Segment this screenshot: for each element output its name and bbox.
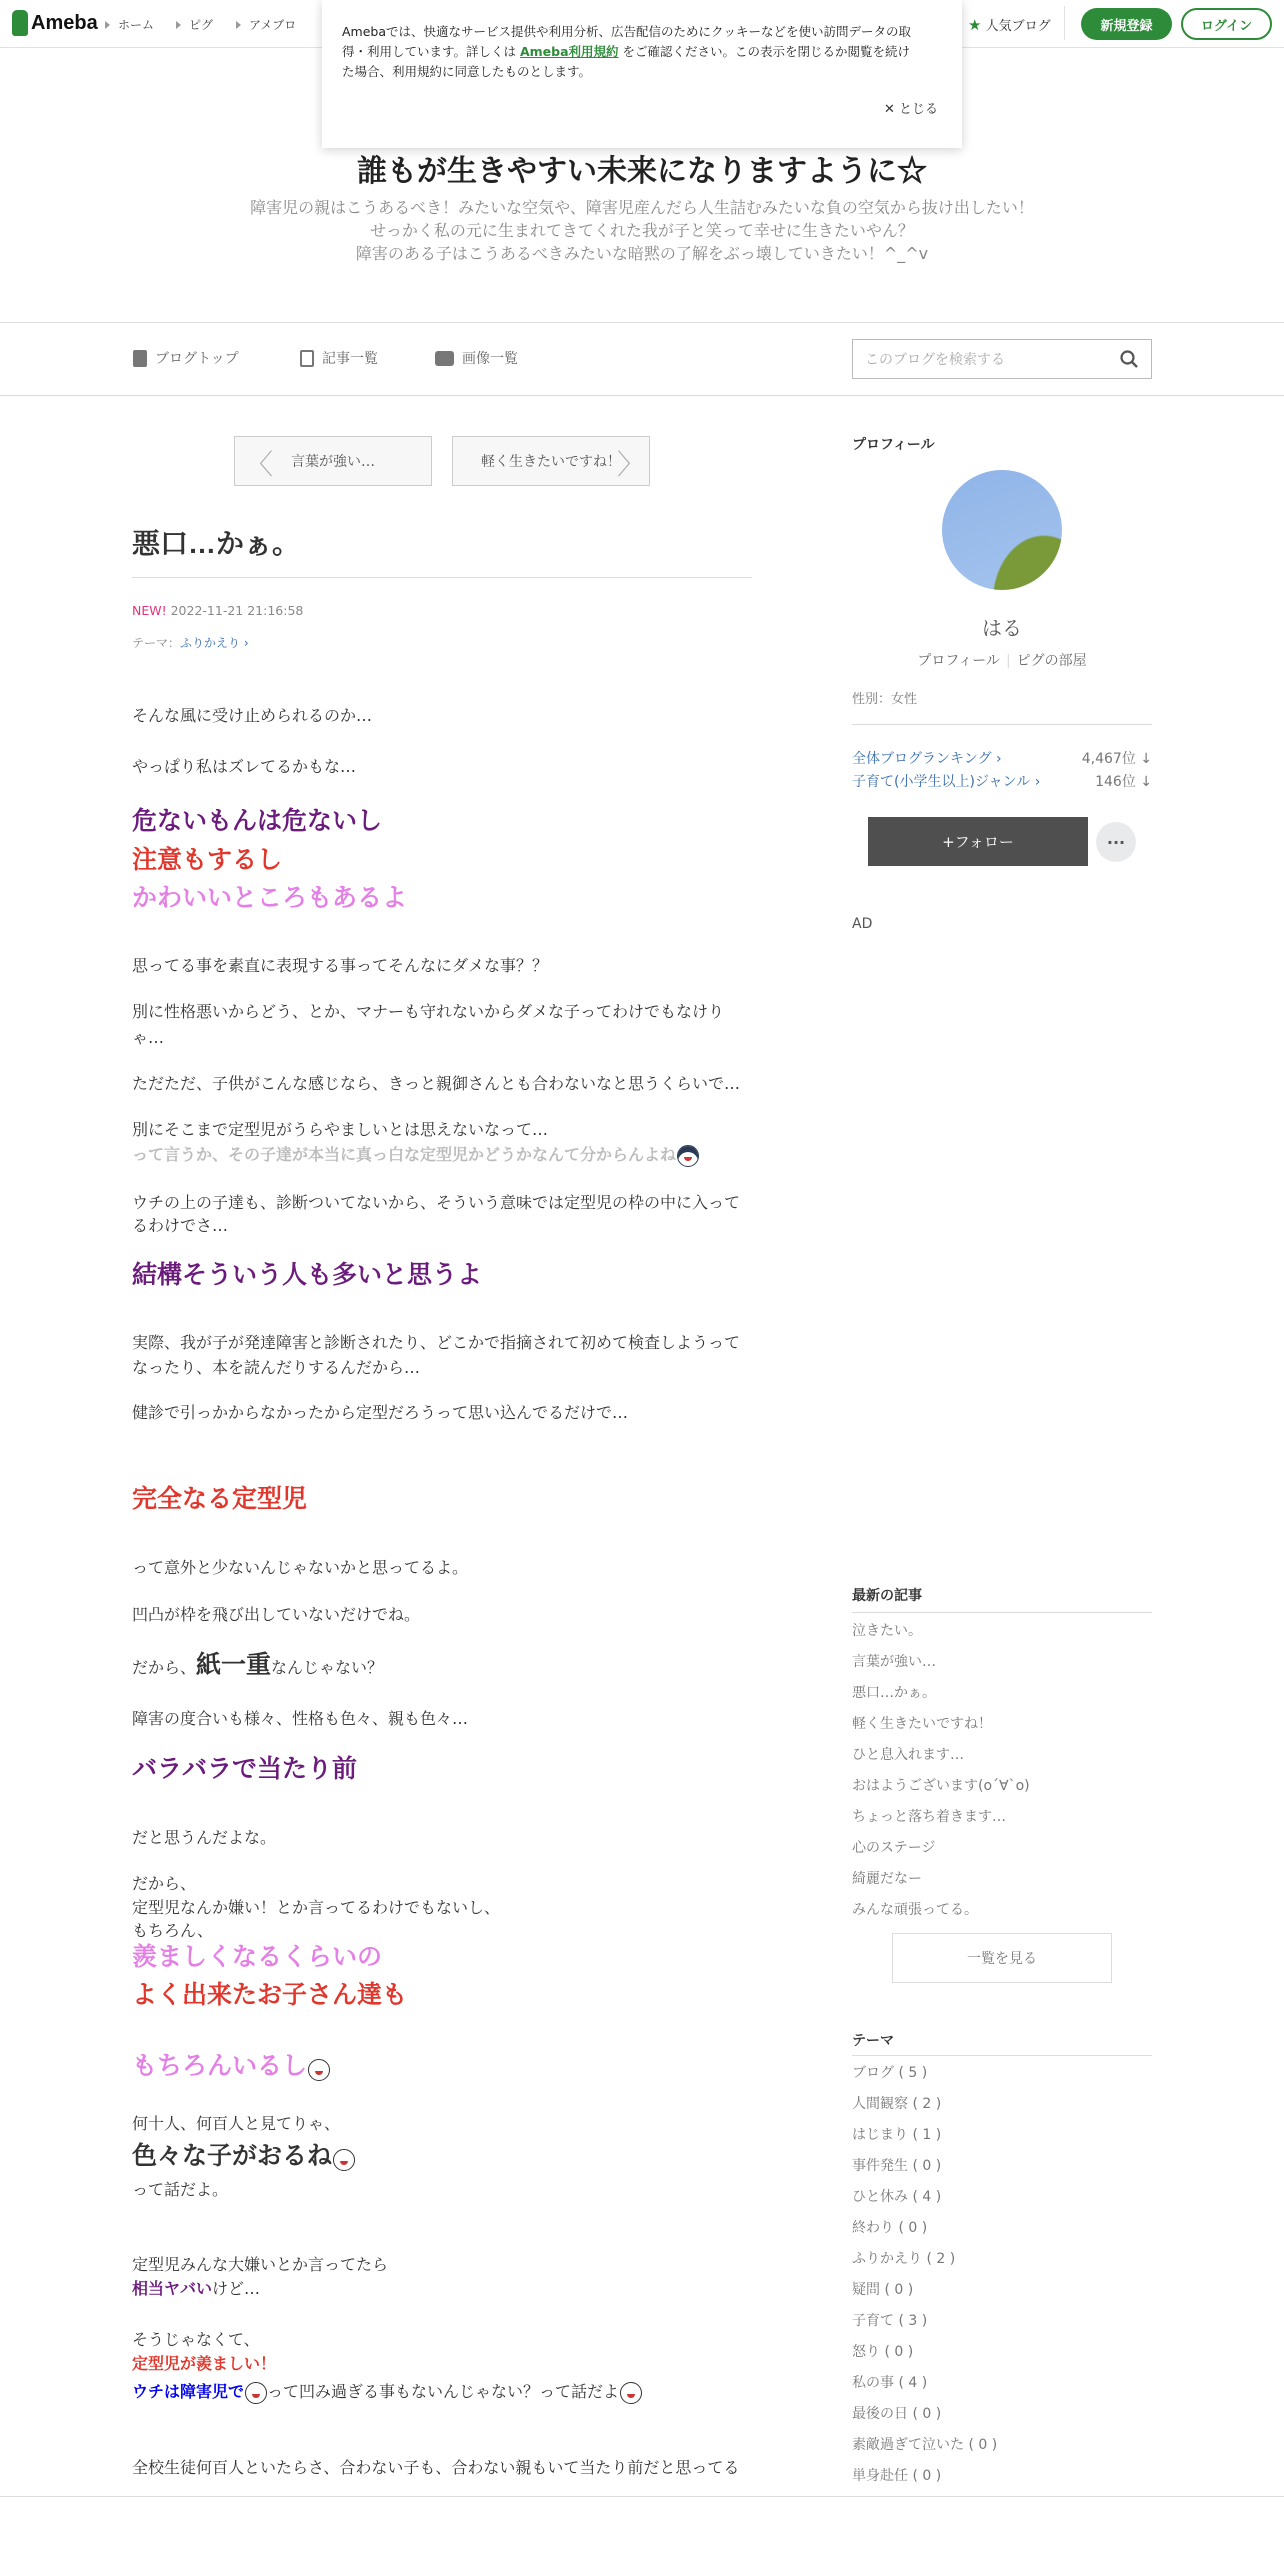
- register-button[interactable]: 新規登録: [1081, 8, 1172, 40]
- body-text: って意外と少ないんじゃないかと思ってるよ。: [132, 1558, 469, 1577]
- body-line: [132, 1027, 762, 1049]
- body-text: 完全なる定型児: [132, 1484, 308, 1513]
- ameba-mascot-icon: [12, 10, 28, 36]
- divider: [852, 1612, 1152, 1613]
- heart-eyes-face-icon: [308, 2059, 330, 2081]
- divider: [132, 577, 752, 578]
- recent-article-link[interactable]: 軽く生きたいですね！: [852, 1716, 992, 1732]
- body-line: [132, 1484, 762, 1514]
- nav-pigg[interactable]: ピグ: [176, 16, 213, 33]
- avatar[interactable]: [942, 470, 1062, 590]
- cookie-notice: Amebaでは、快適なサービス提供や利用分析、広告配信のためにクッキーなどを使い訪問データの取得・利用しています。詳しくは Ameba利用規約 をご確認ください。この表示を閉じるか閲覧を続けた場合、利用規約に同意したものとします。 ✕ とじる: [322, 0, 962, 148]
- ranking-genre-link[interactable]: 子育て(小学生以上)ジャンル ›: [852, 774, 1041, 790]
- cookie-close-button[interactable]: ✕ とじる: [883, 102, 938, 117]
- body-line: [132, 2113, 762, 2135]
- body-line: [132, 1827, 762, 1849]
- theme-link[interactable]: 素敵過ぎて泣いた ( 0 ): [852, 2437, 998, 2453]
- article-date: 2022-11-21 21:16:58: [170, 603, 304, 618]
- body-text: 紙一重: [196, 1650, 272, 1679]
- theme-link[interactable]: 事件発生 ( 0 ): [852, 2158, 942, 2174]
- body-line: [132, 2051, 762, 2081]
- body-line: [132, 2457, 762, 2479]
- theme-link[interactable]: 疑問 ( 0 ): [852, 2282, 914, 2298]
- recent-article-link[interactable]: 綺麗だなー: [852, 1871, 922, 1887]
- body-line: [132, 806, 762, 836]
- body-text: もちろんいるし: [132, 2051, 308, 2080]
- ad-label: AD: [852, 916, 873, 932]
- image-list-link[interactable]: 画像一覧: [435, 348, 518, 368]
- see-all-button[interactable]: 一覧を見る: [892, 1933, 1112, 1983]
- profile-name[interactable]: はる: [982, 616, 1022, 640]
- profile-link[interactable]: プロフィール: [917, 653, 1000, 669]
- theme-link[interactable]: 終わり ( 0 ): [852, 2220, 928, 2236]
- body-line: [132, 1073, 762, 1095]
- bottom-bar: [0, 2496, 1284, 2568]
- body-line: [132, 955, 762, 977]
- divider: [852, 724, 1152, 725]
- body-text: 色々な子がおるね: [132, 2141, 333, 2170]
- nav-ameblo[interactable]: アメブロ: [236, 16, 296, 33]
- body-text: 定型児が羨ましい！: [132, 2354, 277, 2373]
- article-title: 悪口…かぁ。: [132, 528, 301, 559]
- blog-title[interactable]: 誰もが生きやすい未来になりますように☆: [357, 155, 927, 188]
- header-divider: [1064, 6, 1065, 40]
- nav-home[interactable]: ホーム: [105, 16, 154, 33]
- ameba-logo[interactable]: Ameba: [12, 10, 98, 36]
- next-article-button[interactable]: 軽く生きたいですね！ 〉: [452, 436, 650, 486]
- ranking-genre: 子育て(小学生以上)ジャンル › 146位 ↓: [852, 774, 1152, 790]
- body-text: けど…: [212, 2279, 261, 2298]
- crying-girl-icon: [677, 1145, 699, 1167]
- body-text: そんな風に受け止められるのか…: [132, 706, 373, 725]
- theme-link[interactable]: 私の事 ( 4 ): [852, 2375, 928, 2391]
- body-text: 思ってる事を素直に表現する事ってそんなにダメな事？？: [132, 956, 549, 975]
- body-text: 定型児みんな大嫌いとか言ってたら: [132, 2255, 389, 2274]
- theme-link[interactable]: 単身赴任 ( 0 ): [852, 2468, 942, 2484]
- body-line: [132, 1650, 762, 1680]
- body-line: [132, 883, 762, 913]
- recent-article-link[interactable]: ちょっと落ち着きます…: [852, 1809, 1006, 1825]
- theme-link[interactable]: ふりかえり ( 2 ): [852, 2251, 956, 2267]
- body-text: 実際、我が子が発達障害と診断されたり、どこかで指摘されて初めて検査しようって: [132, 1333, 741, 1352]
- body-text: バラバラで当たり前: [132, 1754, 358, 1783]
- body-line: [132, 1897, 762, 1919]
- popular-blog-link[interactable]: ★ 人気ブログ: [968, 16, 1051, 34]
- terms-link[interactable]: Ameba利用規約: [519, 44, 619, 59]
- body-text: ウチは障害児で: [132, 2382, 245, 2401]
- body-text: なんじゃない？: [271, 1658, 384, 1677]
- body-line: [132, 2353, 762, 2375]
- body-line: [132, 2254, 762, 2276]
- body-line: [132, 845, 762, 875]
- body-text: 障害の度合いも様々、性格も色々、親も色々…: [132, 1709, 469, 1728]
- ranking-overall: 全体ブログランキング › 4,467位 ↓: [852, 751, 1152, 767]
- body-text: ウチの上の子達も、診断ついてないから、そういう意味では定型児の枠の中に入って: [132, 1193, 741, 1212]
- body-text: もちろん、: [132, 1921, 213, 1940]
- body-line: [132, 1873, 762, 1895]
- divider: [0, 322, 1284, 323]
- camera-icon: [435, 351, 454, 366]
- theme-link[interactable]: はじまり ( 1 ): [852, 2127, 942, 2143]
- article-theme: テーマ：ふりかえり ›: [132, 636, 249, 650]
- recent-article-link[interactable]: 言葉が強い…: [852, 1654, 936, 1670]
- body-text: って話だよ。: [132, 2180, 229, 2199]
- body-line: [132, 1192, 762, 1214]
- ranking-overall-link[interactable]: 全体ブログランキング ›: [852, 751, 1002, 767]
- body-line: [132, 1980, 762, 2010]
- body-line: [132, 1260, 762, 1290]
- body-line: [132, 756, 762, 778]
- blog-description: 障害児の親はこうあるべき！みたいな空気や、障害児産んだら人生詰むみたいな負の空気から抜け出したい！ せっかく私の元に生まれてきてくれた我が子と笑って幸せに生きたいやん？ 障害のある子はこうあるべきみたいな暗黙の了解をぶっ壊していきたい！^_^v: [250, 198, 1034, 263]
- body-line: [132, 1942, 762, 1972]
- body-line: [132, 2141, 762, 2171]
- body-text: 羨ましくなるくらいの: [132, 1942, 383, 1971]
- body-text: るわけでさ…: [132, 1216, 229, 1235]
- body-text: 結構そういう人も多いと思うよ: [132, 1260, 483, 1289]
- body-line: [132, 1144, 762, 1167]
- body-text: だから、: [132, 1658, 197, 1677]
- body-text: 危ないもんは危ないし: [132, 806, 383, 835]
- body-line: [132, 1708, 762, 1730]
- pigg-room-link[interactable]: ピグの部屋: [1016, 653, 1087, 669]
- body-text: って凹み過ぎる事もないんじゃない？って話だよ: [267, 2382, 620, 2401]
- body-text: ただただ、子供がこんな感じなら、きっと親御さんとも合わないなと思うくらいで…: [132, 1074, 741, 1093]
- body-line: [132, 1604, 762, 1626]
- body-text: やっぱり私はズレてるかもな…: [132, 757, 357, 776]
- body-text: そうじゃなくて、: [132, 2330, 260, 2349]
- body-text: 別に性格悪いからどう、とか、マナーも守れないからダメな子ってわけでもなけり: [132, 1002, 725, 1021]
- body-line: [132, 1920, 762, 1942]
- article-meta: [132, 603, 303, 618]
- recent-article-link[interactable]: おはようございます(o´∀`o): [852, 1778, 1030, 1794]
- body-text: だと思うんだよな。: [132, 1828, 277, 1847]
- body-text: 全校生徒何百人といたらさ、合わない子も、合わない親もいて当たり前だと思ってる: [132, 2458, 740, 2477]
- body-line: [132, 705, 762, 727]
- laughing-face-icon: [333, 2149, 355, 2171]
- document-icon: [133, 350, 147, 367]
- body-text: 定型児なんか嫌い！とか言ってるわけでもないし、: [132, 1898, 501, 1917]
- theme-heading: テーマ: [852, 2032, 894, 2048]
- recent-article-link[interactable]: 悪口…かぁ。: [852, 1685, 936, 1701]
- body-line: [132, 1119, 762, 1141]
- chevron-right-icon[interactable]: ›: [240, 636, 249, 650]
- chevron-right-icon: 〉: [616, 448, 645, 481]
- theme-link[interactable]: 人間観察 ( 2 ): [852, 2096, 942, 2112]
- gender: 性別：女性: [852, 692, 918, 707]
- recent-article-link[interactable]: ひと息入れます…: [852, 1747, 964, 1763]
- body-line: [132, 1557, 762, 1579]
- body-text: 凹凸が枠を飛び出していないだけでね。: [132, 1605, 421, 1624]
- theme-link[interactable]: ブログ ( 5 ): [852, 2065, 928, 2081]
- divider: [852, 2055, 1152, 2056]
- prev-article-button[interactable]: 〈 言葉が強い…: [234, 436, 432, 486]
- body-text: 注意もするし: [132, 845, 283, 874]
- body-line: [132, 1357, 762, 1379]
- chevron-left-icon: 〈: [245, 448, 274, 481]
- body-text: かわいいところもあるよ: [132, 883, 408, 912]
- sad-face-icon: [245, 2382, 267, 2404]
- body-line: [132, 1402, 762, 1424]
- blog-top-link[interactable]: ブログトップ: [133, 348, 239, 368]
- search-icon[interactable]: [1119, 349, 1139, 369]
- recent-article-link[interactable]: 心のステージ: [852, 1840, 936, 1856]
- follow-button[interactable]: +フォロー: [868, 817, 1088, 866]
- profile-links: プロフィール | ピグの部屋: [917, 653, 1087, 669]
- theme-link[interactable]: ひと休み ( 4 ): [852, 2189, 942, 2205]
- body-line: [132, 2329, 762, 2351]
- body-text: 別にそこまで定型児がうらやましいとは思えないなって…: [132, 1120, 549, 1139]
- more-options-button[interactable]: ···: [1096, 822, 1136, 862]
- body-text: ゃ…: [132, 1028, 165, 1047]
- body-line: [132, 1215, 762, 1237]
- body-line: [132, 1754, 762, 1784]
- theme-link[interactable]: 怒り ( 0 ): [852, 2344, 914, 2360]
- login-button[interactable]: ログイン: [1181, 8, 1272, 40]
- body-text: よく出来たお子さん達も: [132, 1980, 408, 2009]
- profile-heading: プロフィール: [852, 436, 935, 452]
- body-line: [132, 1332, 762, 1354]
- body-text: 健診で引っかからなかったから定型だろうって思い込んでるだけで…: [132, 1403, 629, 1422]
- recent-article-link[interactable]: みんな頑張ってる。: [852, 1902, 978, 1918]
- recent-heading: 最新の記事: [852, 1587, 922, 1603]
- theme-link[interactable]: ふりかえり: [180, 636, 241, 650]
- divider: [0, 395, 1284, 396]
- bunny-face-icon: [620, 2382, 642, 2404]
- body-text: 相当ヤバい: [132, 2279, 213, 2298]
- body-line: [132, 2179, 762, 2201]
- theme-link[interactable]: 子育て ( 3 ): [852, 2313, 928, 2329]
- body-text: 何十人、何百人と見てりゃ、: [132, 2114, 341, 2133]
- body-line: [132, 2381, 762, 2404]
- body-line: [132, 2278, 762, 2300]
- entry-list-link[interactable]: 記事一覧: [300, 348, 378, 368]
- body-text: って言うか、その子達が本当に真っ白な定型児かどうかなんて分からんよね: [132, 1145, 677, 1164]
- blog-search-input[interactable]: このブログを検索する: [852, 339, 1152, 379]
- close-icon: ✕: [883, 102, 895, 117]
- new-badge: NEW!: [132, 603, 167, 618]
- body-text: だから、: [132, 1874, 197, 1893]
- star-icon: ★: [968, 16, 982, 34]
- recent-article-link[interactable]: 泣きたい。: [852, 1623, 922, 1639]
- body-text: なったり、本を読んだりするんだから…: [132, 1358, 421, 1377]
- theme-link[interactable]: 最後の日 ( 0 ): [852, 2406, 942, 2422]
- body-line: [132, 1001, 762, 1023]
- copy-icon: [300, 350, 314, 367]
